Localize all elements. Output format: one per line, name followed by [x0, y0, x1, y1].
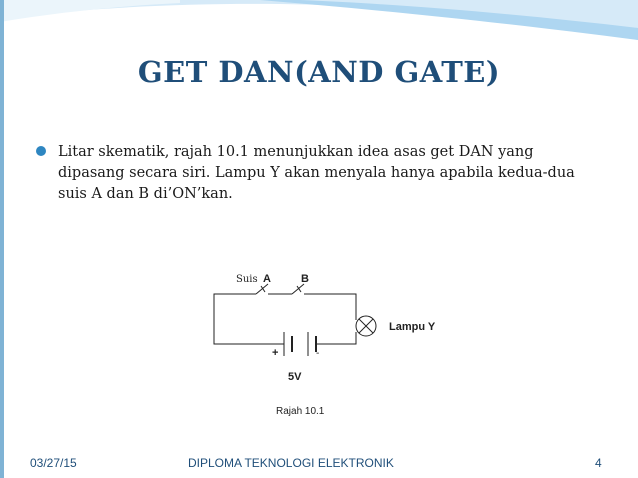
bullet-dot-icon	[36, 146, 46, 156]
bullet-text: Litar skematik, rajah 10.1 menunjukkan idea asas get DAN yang dipasang secara siri. Lampu Y akan menyala hanya apabila kedua-dua suis A dan B di’ON’kan.	[58, 144, 575, 202]
voltage-label: 5V	[288, 371, 302, 383]
wire-right	[304, 294, 356, 320]
wire-bottom-right	[324, 332, 356, 344]
lamp-label: Lampu Y	[389, 321, 436, 333]
switch-label: Suis	[236, 274, 258, 285]
switch-a-label: A	[263, 273, 271, 285]
footer-title: DIPLOMA TEKNOLOGI ELEKTRONIK	[188, 456, 394, 470]
header-swoosh-decoration	[0, 0, 638, 60]
switch-a-lever	[256, 284, 268, 294]
footer-date: 03/27/15	[30, 456, 77, 470]
circuit-diagram	[206, 262, 448, 436]
battery-plus-label: +	[272, 347, 279, 359]
wire-left-top	[214, 294, 276, 344]
slide-title: GET DAN(AND GATE)	[137, 55, 501, 89]
switch-b-lever	[292, 284, 304, 294]
footer-page-number: 4	[595, 456, 602, 470]
switch-b-label: B	[301, 273, 309, 285]
figure-caption: Rajah 10.1	[276, 406, 325, 417]
battery-minus-label: -	[316, 348, 320, 359]
